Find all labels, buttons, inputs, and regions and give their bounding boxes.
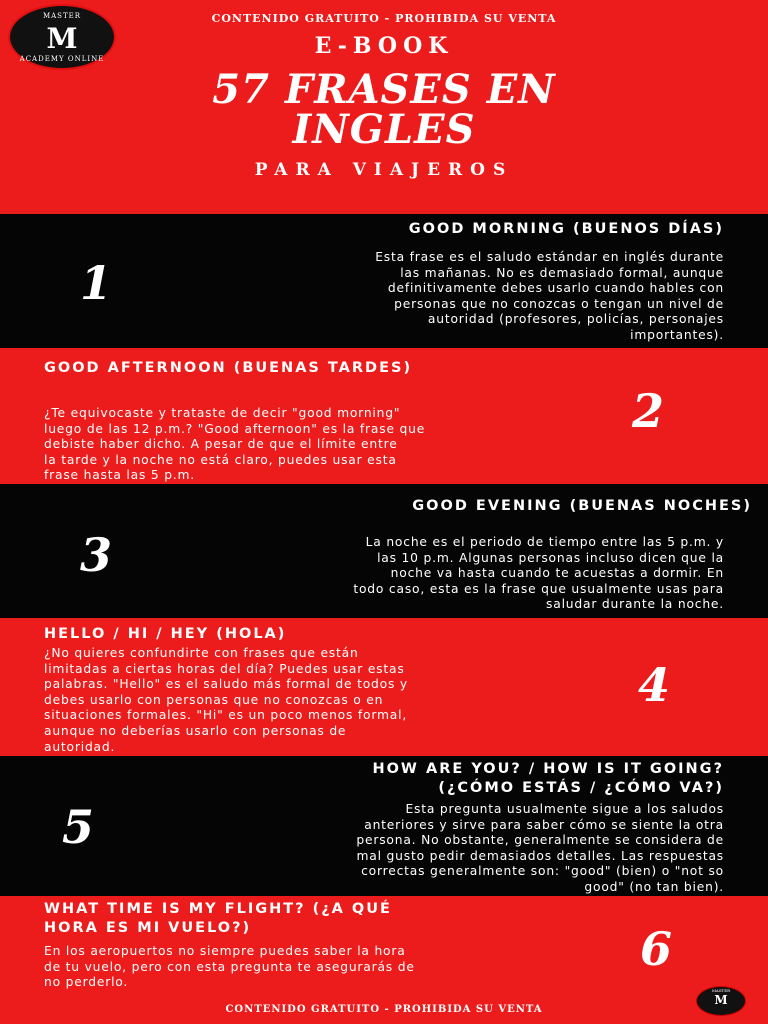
phrase-number: 2 — [632, 384, 665, 438]
logo-ring-top-text: MASTER — [42, 12, 82, 20]
phrase-section-1 — [0, 214, 768, 348]
phrase-number: 6 — [640, 922, 673, 976]
title-line: HORA ES MI VUELO?) — [44, 920, 252, 936]
phrase-body — [44, 944, 564, 991]
body-line: limitadas a ciertas horas del día? Puedes usar estas — [44, 661, 405, 676]
phrase-body — [194, 802, 724, 896]
body-line: situaciones formales. "Hi" es un poco menos formal, — [44, 708, 408, 723]
body-line: debiste haber dicho. A pesar de que el límite entre — [44, 437, 398, 452]
footer-logo-letter: M — [714, 993, 728, 1007]
phrase-body — [204, 535, 724, 613]
title-line: (¿CÓMO ESTÁS / ¿CÓMO VA?) — [438, 780, 724, 796]
title-line-1: 57 FRASES EN — [212, 66, 556, 113]
body-line: todo caso, esta es la frase que usualmente usas para — [353, 581, 724, 596]
body-line: noche va hasta cuando te acuestas a dormir. En — [390, 566, 724, 581]
body-line: las mañanas. No es demasiado formal, aunque — [400, 265, 724, 280]
phrase-title: GOOD EVENING (BUENAS NOCHES) — [412, 498, 752, 514]
phrase-body — [204, 250, 724, 344]
body-line: no perderlo. — [44, 975, 129, 990]
phrase-title: HELLO / HI / HEY (HOLA) — [44, 626, 287, 642]
phrase-body — [44, 406, 564, 484]
body-line: correctas generalmente son: "good" (bien) o "not so — [361, 864, 724, 879]
body-line: saludar durante la noche. — [546, 597, 724, 612]
phrase-section-4 — [0, 618, 768, 756]
body-line: anteriores y sirve para saber cómo se siente la otra — [364, 817, 724, 832]
body-line: debes usarlo con personas que no conozcas o en — [44, 692, 384, 707]
subtitle: PARA VIAJEROS — [254, 160, 514, 180]
body-line: de tu vuelo, pero con esta pregunta te asegurarás de — [44, 959, 415, 974]
body-line: ¿No quieres confundirte con frases que están — [44, 646, 359, 660]
body-line: Esta frase es el saludo estándar en inglés durante — [375, 250, 724, 264]
title-line-2: INGLES — [292, 106, 476, 153]
body-line: ¿Te equivocaste y trataste de decir "good morning" — [44, 406, 401, 420]
body-line: importantes). — [630, 327, 724, 342]
phrase-section-3 — [0, 484, 768, 618]
phrase-number: 1 — [80, 256, 113, 310]
phrase-body — [44, 646, 564, 755]
body-line: Esta pregunta usualmente sigue a los saludos — [405, 802, 724, 816]
body-line: personas que no conozcas o tengan un nivel de — [394, 296, 724, 311]
body-line: En los aeropuertos no siempre puedes saber la hora — [44, 944, 406, 958]
ebook-label: E-BOOK — [314, 33, 454, 59]
body-line: persona. No obstante, generalmente se considera de — [356, 833, 724, 848]
body-line: palabras. "Hello" es el saludo más formal de todos y — [44, 677, 408, 692]
body-line: autoridad (profesores, policías, personajes — [427, 312, 724, 327]
footer-logo-ring: MASTER — [711, 988, 731, 993]
phrase-number: 4 — [638, 658, 671, 712]
body-line: definitivamente debes usarlo cuando hables con — [387, 281, 724, 296]
phrase-title — [372, 760, 724, 798]
body-line: frase hasta las 5 p.m. — [44, 468, 196, 483]
title-line: WHAT TIME IS MY FLIGHT? (¿A QUÉ — [44, 901, 392, 917]
free-content-notice: CONTENIDO GRATUITO - PROHIBIDA SU VENTA — [211, 12, 557, 25]
body-line: La noche es el periodo de tiempo entre las 5 p.m. y — [365, 535, 724, 549]
body-line: las 10 p.m. Algunas personas incluso dicen que la — [377, 550, 724, 565]
body-line: good" (no tan bien). — [584, 879, 724, 894]
phrase-title — [44, 900, 392, 938]
footer-logo — [696, 986, 746, 1016]
phrase-title: GOOD MORNING (BUENOS DÍAS) — [408, 221, 724, 237]
logo-letter: M — [46, 22, 78, 55]
body-line: la tarde y la noche no está claro, puedes usar esta — [44, 452, 397, 467]
phrase-number: 3 — [80, 528, 113, 582]
body-line: mal gusto pedir demasiados detalles. Las respuestas — [356, 848, 724, 863]
body-line: luego de las 12 p.m.? "Good afternoon" es la frase que — [44, 421, 426, 436]
body-line: aunque no deberías usarlo con personas de — [44, 723, 347, 738]
title-line: HOW ARE YOU? / HOW IS IT GOING? — [372, 761, 724, 777]
phrase-section-5 — [0, 756, 768, 896]
footer-notice: CONTENIDO GRATUITO - PROHIBIDA SU VENTA — [225, 1004, 543, 1015]
phrase-section-2 — [0, 348, 768, 484]
logo-ring-bottom-text: ACADEMY ONLINE — [19, 55, 105, 63]
header — [0, 0, 768, 214]
phrase-title: GOOD AFTERNOON (BUENAS TARDES) — [44, 360, 413, 376]
page-title — [0, 66, 768, 153]
phrase-number: 5 — [62, 800, 95, 854]
body-line: autoridad. — [44, 739, 116, 754]
